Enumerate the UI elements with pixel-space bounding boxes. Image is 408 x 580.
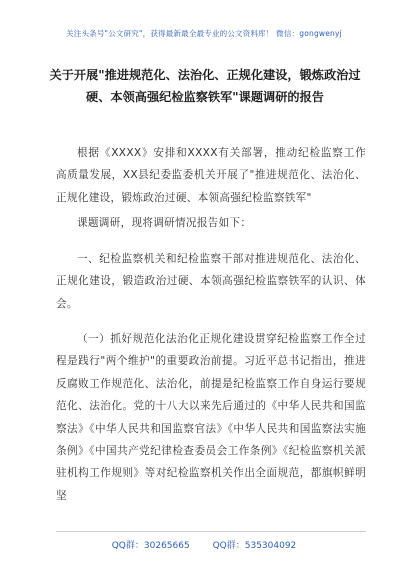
paragraph-report-lead: 课题调研，现将调研情况报告如下： bbox=[77, 217, 252, 229]
paragraph-section-one: 一、纪检监察机关和纪检监察干部对推进规范化、法治化、正规化建设，锻造政治过硬、本领高强纪检监察铁军的认识、体会。 bbox=[56, 253, 366, 310]
footer-qq-group-1: QQ群：30265665 bbox=[111, 541, 190, 551]
document-title: 关于开展"推进规范化、法治化、正规化建设，锻炼政治过硬、本领高强纪检监察铁军"课题调研的报告 bbox=[49, 68, 361, 104]
footer-divider bbox=[56, 531, 366, 532]
header-banner: 关注头条号"公文研究"，获得最新最全最专业的公文资料库！ 微信：gongwenyj bbox=[66, 29, 342, 38]
footer-qq-group-2: QQ群：535304092 bbox=[212, 541, 297, 551]
paragraph-subsection-one: （一）抓好规范化法治化正规化建设贯穿纪检监察工作全过程是践行"两个维护"的重要政治前提。习近平总书记指出，推进反腐败工作规范化、法治化，前提是纪检监察工作自身运行要规范化、法治化。党的十八大以来先后通过的《中华人民共和国监察法》《中华人民共和国监察官法》《中华人民共和国监察法实施条例》《中国共产党纪律检查委员会工作条例》《纪检监察机关派驻机构工作规则》等对纪检监察机关作出全面规范，都旗帜鲜明坚 bbox=[56, 333, 366, 502]
paragraph-intro: 根据《XXXX》安排和XXXX有关部署，推动纪检监察工作高质量发展，XX县纪委监委机关开展了"推进规范化、法治化、正规化建设，锻炼政治过硬、本领高强纪检监察铁军" bbox=[56, 147, 366, 204]
footer bbox=[0, 538, 408, 551]
